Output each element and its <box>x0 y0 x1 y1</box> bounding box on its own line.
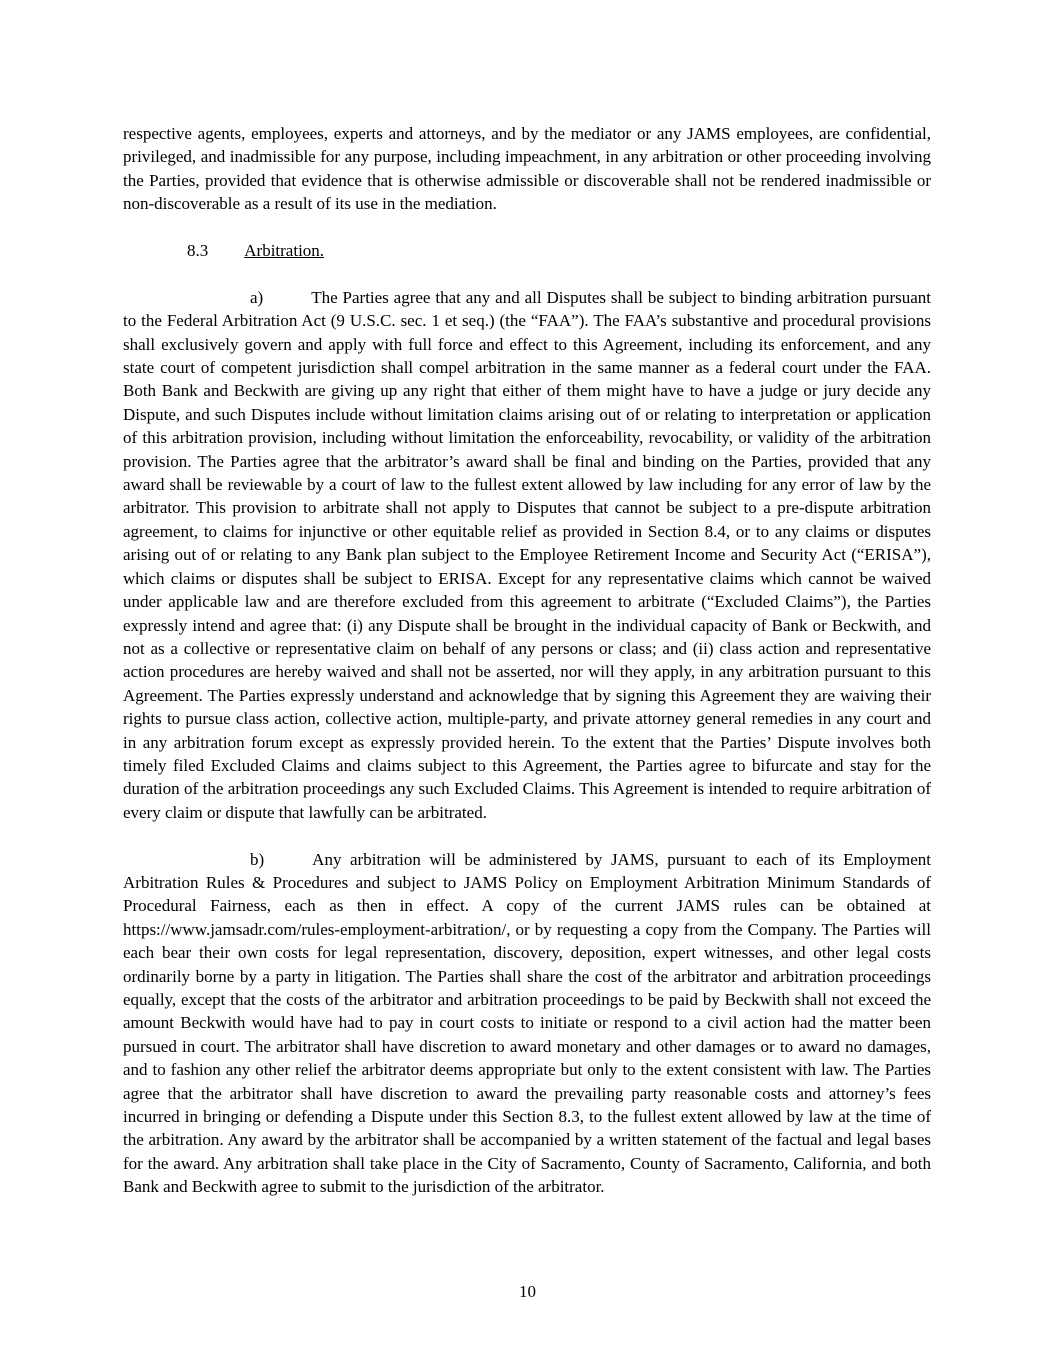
page-number: 10 <box>519 1281 536 1301</box>
paragraph-a-body: The Parties agree that any and all Disputes shall be subject to binding arbitration pursuant to the Federal Arbitration Act (9 U.S.C. sec. 1 et seq.) (the “FAA”). The FAA’s substantive and procedural provisions shall exclusively govern and apply with full force and effect to this Agreement, including its enforcement, and any state court of competent jurisdiction shall compel arbitration in the same manner as a federal court under the FAA. Both Bank and Beckwith are giving up any right that either of them might have to have a judge or jury decide any Dispute, and such Disputes include without limitation claims arising out of or relating to interpretation or application of this arbitration provision, including without limitation the enforceability, revocability, or validity of the arbitration provision. The Parties agree that the arbitrator’s award shall be final and binding on the Parties, provided that any award shall be reviewable by a court of law to the fullest extent allowed by law including for any error of law by the arbitrator. This provision to arbitrate shall not apply to Disputes that cannot be subject to a pre-dispute arbitration agreement, to claims for injunctive or other equitable relief as provided in Section 8.4, or to any claims or disputes arising out of or relating to any Bank plan subject to the Employee Retirement Income and Security Act (“ERISA”), which claims or disputes shall be subject to ERISA. Except for any representative claims which cannot be waived under applicable law and are therefore excluded from this agreement to arbitrate (“Excluded Claims”), the Parties expressly intend and agree that: (i) any Dispute shall be brought in the individual capacity of Bank or Beckwith, and not as a collective or representative claim on behalf of any persons or class; and (ii) class action and representative action procedures are hereby waived and shall not be asserted, nor will they apply, in any arbitration pursuant to this Agreement. The Parties expressly understand and acknowledge that by signing this Agreement they are waiving their rights to pursue class action, collective action, multiple-party, and private attorney general remedies in any court and in any arbitration forum except as expressly provided herein. To the extent that the Parties’ Dispute involves both timely filed Excluded Claims and claims subject to this Agreement, the Parties agree to bifurcate and stay for the duration of the arbitration proceedings any such Excluded Claims. This Agreement is intended to require arbitration of every claim or dispute that lawfully can be arbitrated. <box>123 287 931 822</box>
paragraph-a-label: a) <box>250 287 264 307</box>
section-title: Arbitration. <box>244 241 325 261</box>
paragraph-b-label: b) <box>250 849 265 869</box>
paragraph-b <box>123 848 931 1199</box>
section-number: 8.3 <box>187 241 209 261</box>
paragraph-b-body: Any arbitration will be administered by JAMS, pursuant to each of its Employment Arbitration Rules & Procedures and subject to JAMS Policy on Employment Arbitration Minimum Standards of Procedural Fairness, each as then in effect. A copy of the current JAMS rules can be obtained at https://www.jamsadr.com/rules-employment-arbitration/, or by requesting a copy from the Company. The Parties will each bear their own costs for legal representation, discovery, deposition, expert witnesses, and other legal costs ordinarily borne by a party in litigation. The Parties shall share the cost of the arbitrator and arbitration proceedings equally, except that the costs of the arbitrator and arbitration proceedings to be paid by Beckwith shall not exceed the amount Beckwith would have had to pay in court costs to initiate or respond to a civil action had the matter been pursued in court. The arbitrator shall have discretion to award monetary and other damages or to award no damages, and to fashion any other relief the arbitrator deems appropriate but only to the extent consistent with law. The Parties agree that the arbitrator shall have discretion to award the prevailing party reasonable costs and attorney’s fees incurred in bringing or defending a Dispute under this Section 8.3, to the fullest extent allowed by law at the time of the arbitration. Any award by the arbitrator shall be accompanied by a written statement of the factual and legal bases for the award. Any arbitration shall take place in the City of Sacramento, County of Sacramento, California, and both Bank and Beckwith agree to submit to the jurisdiction of the arbitrator. <box>123 849 931 1197</box>
paragraph-a <box>123 286 931 824</box>
paragraph-continuation: respective agents, employees, experts and attorneys, and by the mediator or any JAMS employees, are confidential, privileged, and inadmissible for any purpose, including impeachment, in any arbitration or other proceeding involving the Parties, provided that evidence that is otherwise admissible or discoverable shall not be rendered inadmissible or non-discoverable as a result of its use in the mediation. <box>123 124 931 214</box>
section-heading <box>123 239 931 262</box>
